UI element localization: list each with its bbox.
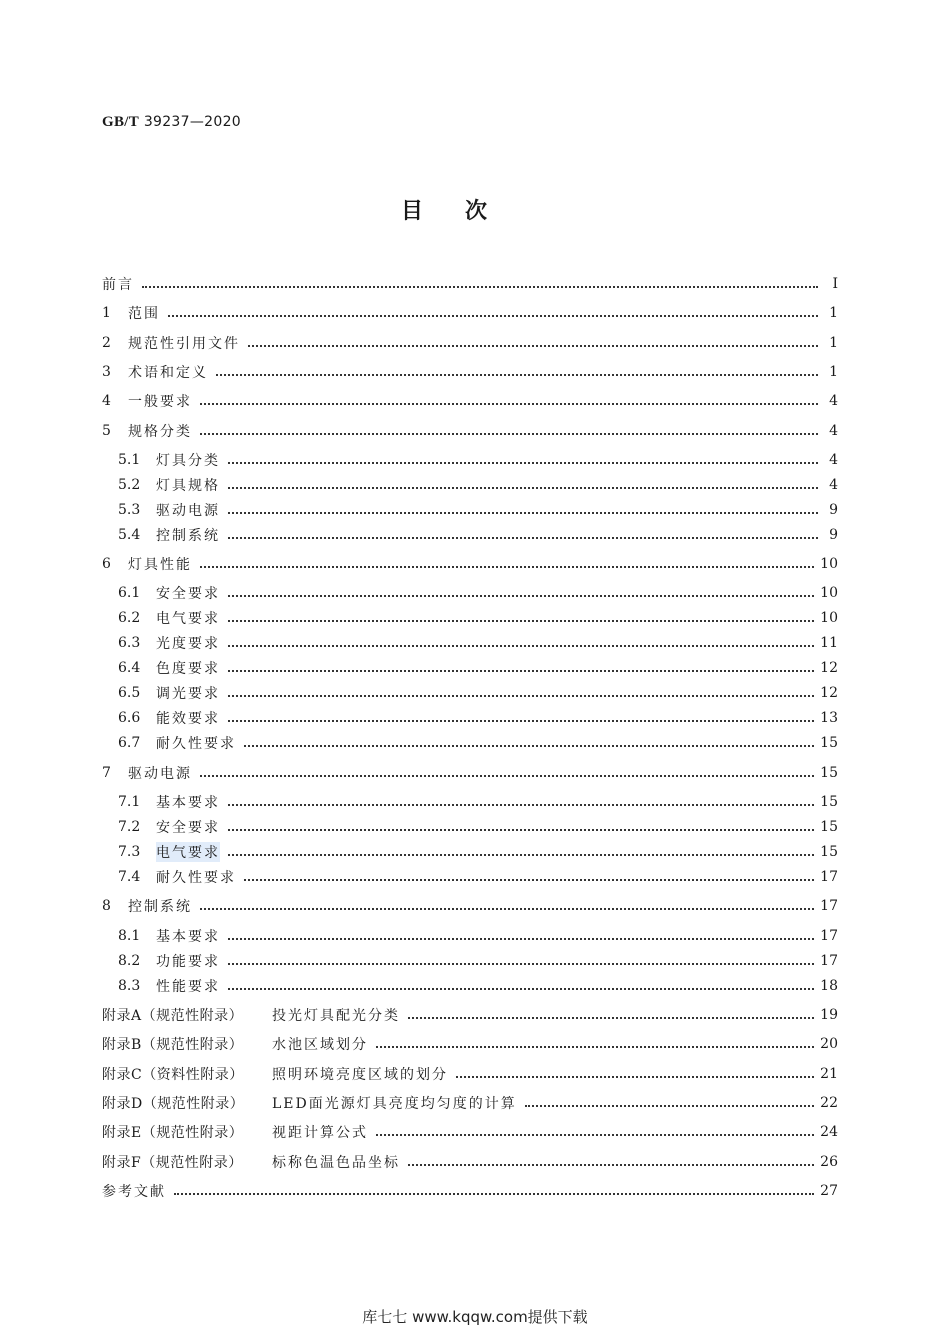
toc-entry[interactable] <box>102 731 838 755</box>
toc-entry-label: LED面光源灯具亮度均匀度的计算 <box>272 1096 517 1112</box>
toc-entry-label: 色度要求 <box>156 661 220 677</box>
toc-entry-number: 6.3 <box>118 635 141 651</box>
toc-entry-page: 11 <box>820 635 838 651</box>
toc-entry-label: 驱动电源 <box>128 766 192 782</box>
dot-leader <box>200 552 814 568</box>
toc-entry-number: 7.2 <box>118 819 141 835</box>
dot-leader <box>228 706 814 722</box>
toc-entry-number: 附录B（规范性附录） <box>102 1037 244 1053</box>
toc-entry-page: 13 <box>820 710 838 726</box>
toc-entry-page: 1 <box>829 335 838 351</box>
toc-entry-label: 视距计算公式 <box>272 1125 368 1141</box>
toc-entry[interactable] <box>102 331 838 355</box>
toc-entry[interactable] <box>102 1120 838 1144</box>
standard-prefix: GB/T <box>102 114 140 130</box>
toc-entry-label: 电气要求 <box>156 842 220 862</box>
toc-entry-label: 灯具规格 <box>156 478 220 494</box>
toc-entry-page: 9 <box>829 527 838 543</box>
toc-entry[interactable] <box>102 840 838 864</box>
toc-entry-page: 10 <box>820 585 838 601</box>
toc-entry[interactable] <box>102 681 838 705</box>
toc-entry-page: 12 <box>820 660 838 676</box>
dot-leader <box>228 815 814 831</box>
toc-entry-number: 6.4 <box>118 660 141 676</box>
toc-entry[interactable] <box>102 974 838 998</box>
toc-entry-number: 6.7 <box>118 735 141 751</box>
toc-entry-label: 规范性引用文件 <box>128 336 240 352</box>
toc-entry-page: 24 <box>820 1124 838 1140</box>
toc-entry-page: 1 <box>829 305 838 321</box>
toc-entry-number: 7.1 <box>118 794 141 810</box>
toc-entry[interactable] <box>102 949 838 973</box>
dot-leader <box>228 681 814 697</box>
toc-entry[interactable] <box>102 1179 838 1203</box>
dot-leader <box>228 523 818 539</box>
dot-leader <box>456 1062 814 1078</box>
toc-entry-label: 电气要求 <box>156 611 220 627</box>
toc-entry-label: 光度要求 <box>156 636 220 652</box>
toc-entry-page: 20 <box>820 1036 838 1052</box>
toc-entry-page: 15 <box>820 735 838 751</box>
page-title: 目次 <box>400 199 529 224</box>
toc-entry-number: 6 <box>102 556 111 572</box>
dot-leader <box>248 331 818 347</box>
toc-entry[interactable] <box>102 606 838 630</box>
toc-entry-page: 17 <box>820 869 838 885</box>
toc-entry-page: 4 <box>829 477 838 493</box>
toc-entry-number: 8 <box>102 898 111 914</box>
toc-entry-number: 附录E（规范性附录） <box>102 1125 244 1141</box>
toc-entry-number: 8.2 <box>118 953 141 969</box>
toc-entry[interactable] <box>102 761 838 785</box>
footer-watermark: 库七七 www.kqqw.com提供下载 <box>362 1308 588 1326</box>
toc-entry-number: 8.1 <box>118 928 141 944</box>
toc-entry-page: 27 <box>820 1183 838 1199</box>
toc-entry-number: 附录A（规范性附录） <box>102 1008 244 1024</box>
toc-entry-number: 4 <box>102 393 111 409</box>
dot-leader <box>228 498 818 514</box>
toc-entry[interactable] <box>102 1003 838 1027</box>
toc-entry-label: 术语和定义 <box>128 365 208 381</box>
dot-leader <box>408 1150 814 1166</box>
dot-leader <box>228 949 814 965</box>
toc-entry[interactable] <box>102 1091 838 1115</box>
toc-entry-label: 参考文献 <box>102 1184 166 1200</box>
dot-leader <box>525 1091 814 1107</box>
dot-leader <box>228 448 818 464</box>
dot-leader <box>200 419 818 435</box>
toc-entry-label: 前言 <box>102 277 134 293</box>
dot-leader <box>228 606 814 622</box>
toc-entry-number: 8.3 <box>118 978 141 994</box>
toc-entry-number: 7.3 <box>118 844 141 860</box>
standard-code <box>102 114 241 131</box>
toc-entry[interactable] <box>102 865 838 889</box>
dot-leader <box>376 1032 814 1048</box>
toc-entry-page: 15 <box>820 765 838 781</box>
dot-leader <box>200 761 814 777</box>
toc-entry[interactable] <box>102 1150 838 1174</box>
toc-entry[interactable] <box>102 894 838 918</box>
toc-entry-label: 灯具分类 <box>156 453 220 469</box>
toc-entry[interactable] <box>102 389 838 413</box>
toc-entry-page: Ⅰ <box>832 276 838 292</box>
toc-entry-number: 6.5 <box>118 685 141 701</box>
toc-entry-number: 7.4 <box>118 869 141 885</box>
toc-entry-page: 4 <box>829 452 838 468</box>
toc-entry[interactable] <box>102 924 838 948</box>
toc-entry[interactable] <box>102 1032 838 1056</box>
toc-entry-label: 耐久性要求 <box>156 870 236 886</box>
toc-entry-page: 10 <box>820 610 838 626</box>
toc-entry-page: 10 <box>820 556 838 572</box>
toc-entry[interactable] <box>102 473 838 497</box>
toc-entry[interactable] <box>102 552 838 576</box>
toc-entry-page: 26 <box>820 1154 838 1170</box>
toc-entry[interactable] <box>102 498 838 522</box>
dot-leader <box>200 389 818 405</box>
toc-entry[interactable] <box>102 656 838 680</box>
toc-entry[interactable] <box>102 360 838 384</box>
toc-entry-label: 耐久性要求 <box>156 736 236 752</box>
dot-leader <box>228 656 814 672</box>
dot-leader <box>168 301 818 317</box>
toc-entry[interactable] <box>102 1062 838 1086</box>
toc-entry-page: 21 <box>820 1066 838 1082</box>
toc-entry-number: 5.1 <box>118 452 141 468</box>
dot-leader <box>142 272 818 288</box>
toc-entry-page: 19 <box>820 1007 838 1023</box>
toc-entry-label: 基本要求 <box>156 795 220 811</box>
dot-leader <box>200 894 814 910</box>
toc-entry-number: 7 <box>102 765 111 781</box>
dot-leader <box>376 1120 814 1136</box>
toc-entry-number: 5.4 <box>118 527 141 543</box>
toc-entry-number: 1 <box>102 305 111 321</box>
toc-entry-label: 控制系统 <box>128 899 192 915</box>
dot-leader <box>244 731 814 747</box>
toc-entry-label: 灯具性能 <box>128 557 192 573</box>
toc-entry-page: 15 <box>820 819 838 835</box>
standard-number: 39237—2020 <box>143 114 241 130</box>
toc-entry-page: 9 <box>829 502 838 518</box>
toc-entry[interactable] <box>102 448 838 472</box>
toc-entry[interactable] <box>102 301 838 325</box>
toc-entry-number: 5.3 <box>118 502 141 518</box>
toc-entry-page: 15 <box>820 844 838 860</box>
toc-entry-page: 4 <box>829 423 838 439</box>
toc-entry[interactable] <box>102 523 838 547</box>
toc-entry-number: 5 <box>102 423 111 439</box>
toc-entry-label: 投光灯具配光分类 <box>272 1008 400 1024</box>
toc-entry-page: 15 <box>820 794 838 810</box>
toc-entry-label: 能效要求 <box>156 711 220 727</box>
dot-leader <box>228 581 814 597</box>
toc-entry[interactable] <box>102 272 838 296</box>
dot-leader <box>244 865 814 881</box>
toc-entry-page: 4 <box>829 393 838 409</box>
toc-entry-label: 规格分类 <box>128 424 192 440</box>
toc-entry-number: 附录C（资料性附录） <box>102 1067 244 1083</box>
toc-entry-number: 6.1 <box>118 585 141 601</box>
toc-entry[interactable] <box>102 631 838 655</box>
toc-entry-label: 驱动电源 <box>156 503 220 519</box>
toc-entry-label: 性能要求 <box>156 979 220 995</box>
dot-leader <box>228 790 814 806</box>
dot-leader <box>228 974 814 990</box>
toc-entry[interactable] <box>102 706 838 730</box>
dot-leader <box>174 1179 814 1195</box>
toc-entry-label: 水池区域划分 <box>272 1037 368 1053</box>
toc-entry-number: 6.6 <box>118 710 141 726</box>
toc-entry[interactable] <box>102 419 838 443</box>
toc-entry-page: 18 <box>820 978 838 994</box>
toc-entry-number: 5.2 <box>118 477 141 493</box>
toc-entry-number: 附录F（规范性附录） <box>102 1155 243 1171</box>
toc-entry-number: 2 <box>102 335 111 351</box>
toc-entry-label: 功能要求 <box>156 954 220 970</box>
toc-entry-page: 17 <box>820 898 838 914</box>
toc-entry[interactable] <box>102 815 838 839</box>
toc-entry[interactable] <box>102 790 838 814</box>
toc-entry-label: 标称色温色品坐标 <box>272 1155 400 1171</box>
toc-entry-page: 1 <box>829 364 838 380</box>
toc-entry-number: 附录D（规范性附录） <box>102 1096 245 1112</box>
dot-leader <box>228 840 814 856</box>
dot-leader <box>216 360 818 376</box>
dot-leader <box>228 473 818 489</box>
toc-entry-label: 控制系统 <box>156 528 220 544</box>
toc-entry-label: 调光要求 <box>156 686 220 702</box>
dot-leader <box>228 924 814 940</box>
toc-entry-number: 6.2 <box>118 610 141 626</box>
toc-entry-label: 范围 <box>128 306 160 322</box>
toc-entry-number: 3 <box>102 364 111 380</box>
toc-entry-label: 照明环境亮度区域的划分 <box>272 1067 448 1083</box>
toc-entry-page: 12 <box>820 685 838 701</box>
toc-entry-label: 一般要求 <box>128 394 192 410</box>
toc-entry-page: 17 <box>820 928 838 944</box>
toc-entry-label: 基本要求 <box>156 929 220 945</box>
dot-leader <box>228 631 814 647</box>
toc-entry-page: 22 <box>820 1095 838 1111</box>
toc-entry-label: 安全要求 <box>156 586 220 602</box>
toc-entry-label: 安全要求 <box>156 820 220 836</box>
toc-entry[interactable] <box>102 581 838 605</box>
toc-entry-page: 17 <box>820 953 838 969</box>
dot-leader <box>408 1003 814 1019</box>
